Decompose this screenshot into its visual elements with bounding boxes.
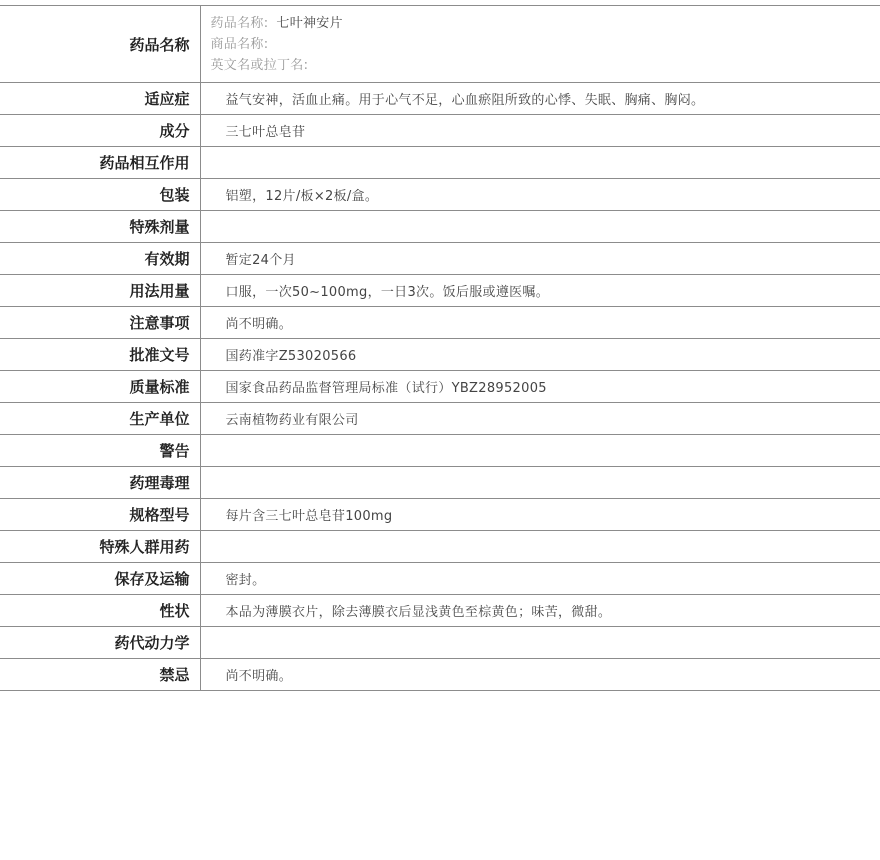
table-row [0,115,880,147]
english-name-key: 英文名或拉丁名: [210,57,309,73]
field-value: 尚不明确。 [200,307,880,339]
table-row [0,659,880,691]
table-row [0,83,880,115]
field-value: 云南植物药业有限公司 [200,403,880,435]
field-value [200,435,880,467]
table-row [0,307,880,339]
table-row [0,275,880,307]
table-row [0,499,880,531]
table-row [0,435,880,467]
field-label: 特殊剂量 [0,211,200,243]
drug-info-table [0,5,880,691]
field-value [200,467,880,499]
drug-info-table-body [0,6,880,691]
field-value: 每片含三七叶总皂苷100mg [200,499,880,531]
field-label: 禁忌 [0,659,200,691]
table-row [0,147,880,179]
field-value: 益气安神，活血止痛。用于心气不足，心血瘀阻所致的心悸、失眠、胸痛、胸闷。 [200,83,880,115]
drug-name-cell [200,6,880,83]
table-row [0,403,880,435]
table-row [0,339,880,371]
field-label: 质量标准 [0,371,200,403]
field-label: 特殊人群用药 [0,531,200,563]
field-value [200,627,880,659]
generic-name-key: 药品名称: [210,15,269,31]
field-label: 药代动力学 [0,627,200,659]
table-row [0,179,880,211]
table-row [0,595,880,627]
trade-name-key: 商品名称: [210,36,269,52]
english-name-line [211,55,880,76]
table-row [0,211,880,243]
field-value [200,147,880,179]
table-row [0,627,880,659]
field-label: 药品相互作用 [0,147,200,179]
table-row [0,531,880,563]
field-value [200,531,880,563]
field-label: 用法用量 [0,275,200,307]
field-label: 注意事项 [0,307,200,339]
field-value [200,211,880,243]
field-value: 口服，一次50~100mg，一日3次。饭后服或遵医嘱。 [200,275,880,307]
field-label: 成分 [0,115,200,147]
field-label: 规格型号 [0,499,200,531]
field-value: 本品为薄膜衣片，除去薄膜衣后显浅黄色至棕黄色；味苦，微甜。 [200,595,880,627]
field-value: 尚不明确。 [200,659,880,691]
field-value: 密封。 [200,563,880,595]
drug-name-label: 药品名称 [0,6,200,83]
field-value: 铝塑，12片/板×2板/盒。 [200,179,880,211]
table-row [0,243,880,275]
generic-name-line [211,13,880,34]
trade-name-line [211,34,880,55]
table-row [0,371,880,403]
field-label: 生产单位 [0,403,200,435]
field-value: 国家食品药品监督管理局标准（试行）YBZ28952005 [200,371,880,403]
drug-name-row [0,6,880,83]
field-label: 保存及运输 [0,563,200,595]
field-value: 国药准字Z53020566 [200,339,880,371]
field-value: 三七叶总皂苷 [200,115,880,147]
field-label: 批准文号 [0,339,200,371]
field-label: 药理毒理 [0,467,200,499]
generic-name-value: 七叶神安片 [276,15,343,31]
field-value: 暂定24个月 [200,243,880,275]
field-label: 性状 [0,595,200,627]
field-label: 包装 [0,179,200,211]
table-row [0,467,880,499]
table-row [0,563,880,595]
field-label: 有效期 [0,243,200,275]
field-label: 警告 [0,435,200,467]
field-label: 适应症 [0,83,200,115]
